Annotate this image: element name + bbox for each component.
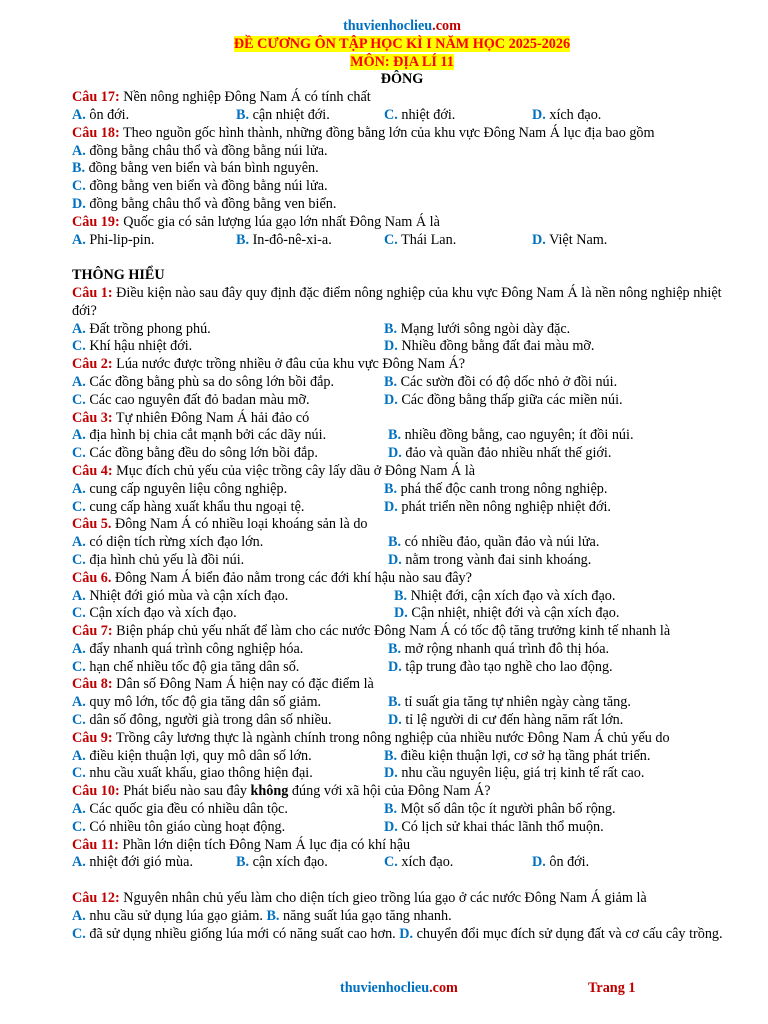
option-b: B. tỉ suất gia tăng tự nhiên ngày càng tăng.	[388, 694, 631, 711]
options-row	[72, 499, 732, 517]
options-row	[72, 641, 732, 659]
options-line: C. đã sử dụng nhiều giống lúa mới có năng suất cao hơn. D. chuyển đổi mục đích sử dụng đất và cơ cấu cây trồng.	[72, 925, 723, 942]
options-row	[72, 338, 732, 356]
option-d: D. nằm trong vành đai sinh khoáng.	[388, 551, 592, 568]
option-b: B. mở rộng nhanh quá trình đô thị hóa.	[388, 640, 610, 657]
option-a: A. điều kiện thuận lợi, quy mô dân số lớn.	[72, 747, 312, 764]
section-heading-understanding: THÔNG HIỂU	[72, 267, 165, 284]
option-d: D. Cận nhiệt, nhiệt đới và cận xích đạo.	[394, 605, 620, 622]
question-7: Câu 7: Biện pháp chủ yếu nhất để làm cho các nước Đông Nam Á có tốc độ tăng trưởng kinh tế nhanh là	[72, 623, 671, 640]
option-a: A. ôn đới.	[72, 106, 130, 123]
option-b: B. cận xích đạo.	[236, 854, 328, 871]
question-8: Câu 8: Dân số Đông Nam Á hiện nay có đặc điểm là	[72, 676, 374, 693]
options-row	[72, 659, 732, 677]
section-heading: ĐÔNG	[380, 71, 424, 88]
option-a: A. Các quốc gia đều có nhiều dân tộc.	[72, 801, 288, 818]
options-row	[72, 819, 732, 837]
option-c: C. hạn chế nhiều tốc độ gia tăng dân số.	[72, 658, 300, 675]
option-d: D. đảo và quần đảo nhiều nhất thế giới.	[388, 445, 612, 462]
options-row	[72, 427, 732, 445]
option-a: A. đồng bằng châu thổ và đồng bằng núi lửa.	[72, 142, 328, 159]
options-row	[72, 748, 732, 766]
option-a: A. cung cấp nguyên liệu công nghiệp.	[72, 480, 288, 497]
option-c: C. đồng bằng ven biển và đồng bằng núi lửa.	[72, 178, 328, 195]
question-6: Câu 6. Đông Nam Á biển đảo nằm trong các đới khí hậu nào sau đây?	[72, 569, 472, 586]
option-d: D. Nhiều đồng bằng đất đai màu mỡ.	[384, 338, 595, 355]
option-d: D. xích đạo.	[532, 106, 602, 123]
options-row	[72, 107, 732, 125]
options-row	[72, 232, 732, 250]
option-c: C. Có nhiều tôn giáo cùng hoạt động.	[72, 818, 286, 835]
option-c: C. nhu cầu xuất khẩu, giao thông hiện đại.	[72, 765, 313, 782]
options-row	[72, 392, 732, 410]
options-row	[72, 445, 732, 463]
option-b: B. cận nhiệt đới.	[236, 106, 330, 123]
option-d: D. phát triển nền nông nghiệp nhiệt đới.	[384, 498, 611, 515]
options-row	[72, 588, 732, 606]
option-a: A. Đất trồng phong phú.	[72, 320, 211, 337]
option-a: A. có diện tích rừng xích đạo lớn.	[72, 534, 264, 551]
document-page	[72, 18, 732, 943]
options-row	[72, 534, 732, 552]
page-footer	[0, 980, 768, 1000]
option-c: C. Thái Lan.	[384, 231, 457, 248]
options-row	[72, 712, 732, 730]
option-a: A. nhiệt đới gió mùa.	[72, 854, 193, 871]
question-11: Câu 11: Phần lớn diện tích Đông Nam Á lục địa có khí hậu	[72, 836, 411, 853]
options-row	[72, 321, 732, 339]
option-b: B. điều kiện thuận lợi, cơ sở hạ tầng phát triển.	[384, 747, 651, 764]
options-row	[72, 605, 732, 623]
option-c: C. địa hình chủ yếu là đồi núi.	[72, 551, 245, 568]
option-c: C. nhiệt đới.	[384, 106, 456, 123]
options-row	[72, 552, 732, 570]
subject-line	[72, 54, 732, 72]
option-c: C. Các cao nguyên đất đỏ badan màu mỡ.	[72, 391, 310, 408]
option-a: A. địa hình bị chia cắt mạnh bởi các dãy núi.	[72, 427, 327, 444]
question-9: Câu 9: Trồng cây lương thực là ngành chính trong nông nghiệp của nhiều nước Đông Nam Á chủ yếu do	[72, 729, 670, 746]
option-d: D. Việt Nam.	[532, 231, 608, 248]
question-18: Câu 18: Theo nguồn gốc hình thành, những đồng bằng lớn của khu vực Đông Nam Á lục địa bao gồm	[72, 124, 655, 141]
option-d: D. Có lịch sử khai thác lãnh thổ muộn.	[384, 818, 604, 835]
options-row	[72, 374, 732, 392]
option-d: D. đồng bằng châu thổ và đồng bằng ven biển.	[72, 195, 337, 212]
option-a: A. Phi-lip-pin.	[72, 231, 155, 248]
option-b: B. phá thế độc canh trong nông nghiệp.	[384, 480, 608, 497]
subject-title: MÔN: ĐỊA LÍ 11	[350, 53, 454, 70]
page-number: Trang 1	[588, 980, 636, 996]
doc-title-line	[72, 36, 732, 54]
options-row	[72, 481, 732, 499]
options-row	[72, 694, 732, 712]
options-row	[72, 801, 732, 819]
question-4: Câu 4: Mục đích chủ yếu của việc trồng cây lấy dầu ở Đông Nam Á là	[72, 462, 476, 479]
question-19: Câu 19: Quốc gia có sản lượng lúa gạo lớn nhất Đông Nam Á là	[72, 213, 440, 230]
option-b: B. đồng bằng ven biển và bán bình nguyên.	[72, 160, 319, 177]
footer-site-link[interactable]: thuvienhoclieu.com	[340, 980, 458, 996]
option-b: B. In-đô-nê-xi-a.	[236, 231, 332, 248]
option-c: C. Các đồng bằng đều do sông lớn bồi đắp.	[72, 445, 318, 462]
site-name[interactable]: thuvienhoclieu.com	[343, 18, 461, 34]
option-d: D. tập trung đào tạo nghề cho lao động.	[388, 658, 613, 675]
question-2: Câu 2: Lúa nước được trồng nhiều ở đâu của khu vực Đông Nam Á?	[72, 356, 466, 373]
question-5: Câu 5. Đông Nam Á có nhiều loại khoáng sản là do	[72, 516, 368, 533]
option-d: D. Các đồng bằng thấp giữa các miền núi.	[384, 391, 623, 408]
question-3: Câu 3: Tự nhiên Đông Nam Á hải đảo có	[72, 409, 310, 426]
question-17: Câu 17: Nền nông nghiệp Đông Nam Á có tính chất	[72, 89, 371, 106]
option-c: C. dân số đông, người già trong dân số nhiều.	[72, 712, 332, 729]
option-a: A. đẩy nhanh quá trình công nghiệp hóa.	[72, 640, 304, 657]
option-b: B. Các sườn đồi có độ dốc nhỏ ở đồi núi.	[384, 373, 618, 390]
options-row	[72, 765, 732, 783]
option-c: C. cung cấp hàng xuất khẩu thu ngoại tệ.	[72, 498, 305, 515]
doc-title: ĐỀ CƯƠNG ÔN TẬP HỌC KÌ I NĂM HỌC 2025-2026	[233, 35, 571, 52]
question-1: Câu 1: Điều kiện nào sau đây quy định đặc điểm nông nghiệp của khu vực Đông Nam Á là nền nông nghiệp nhiệt đới?	[72, 284, 722, 319]
option-b: B. nhiều đồng bằng, cao nguyên; ít đồi núi.	[388, 427, 634, 444]
option-a: A. Các đồng bằng phù sa do sông lớn bồi đắp.	[72, 373, 335, 390]
option-c: C. xích đạo.	[384, 854, 454, 871]
options-row	[72, 854, 732, 872]
option-c: C. Khí hậu nhiệt đới.	[72, 338, 193, 355]
options-line: A. nhu cầu sử dụng lúa gạo giảm. B. năng suất lúa gạo tăng nhanh.	[72, 907, 452, 924]
question-12: Câu 12: Nguyên nhân chủ yếu làm cho diện tích gieo trồng lúa gạo ở các nước Đông Nam Á giảm là	[72, 890, 647, 907]
option-a: A. Nhiệt đới gió mùa và cận xích đạo.	[72, 587, 289, 604]
option-b: B. Mạng lưới sông ngòi dày đặc.	[384, 320, 571, 337]
option-c: C. Cận xích đạo và xích đạo.	[72, 605, 237, 622]
option-b: B. Nhiệt đới, cận xích đạo và xích đạo.	[394, 587, 616, 604]
question-10: Câu 10: Phát biểu nào sau đây không đúng với xã hội của Đông Nam Á?	[72, 783, 491, 800]
option-d: D. tỉ lệ người di cư đến hàng năm rất lớn.	[388, 712, 624, 729]
option-d: D. ôn đới.	[532, 854, 590, 871]
site-header	[72, 18, 732, 36]
option-b: B. Một số dân tộc ít người phân bố rộng.	[384, 801, 616, 818]
option-a: A. quy mô lớn, tốc độ gia tăng dân số giảm.	[72, 694, 322, 711]
option-d: D. nhu cầu nguyên liệu, giá trị kinh tế rất cao.	[384, 765, 645, 782]
option-b: B. có nhiều đảo, quần đảo và núi lửa.	[388, 534, 600, 551]
